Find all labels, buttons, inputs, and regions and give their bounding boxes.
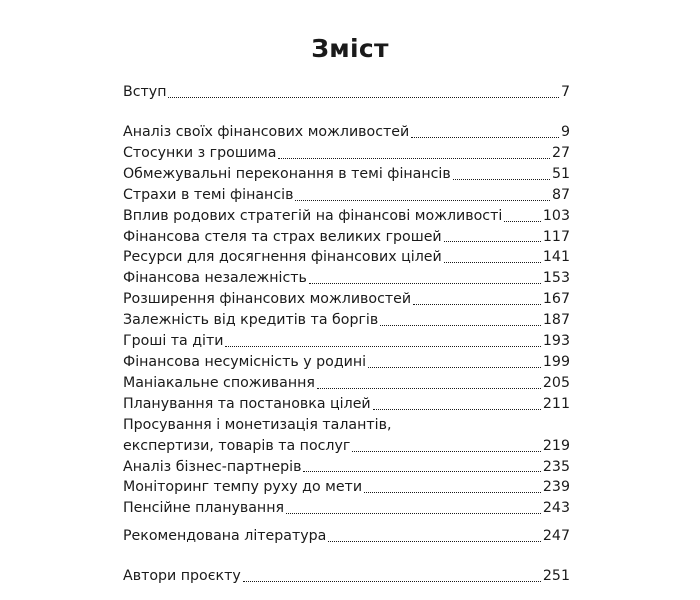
toc-entry-page: 153: [542, 270, 570, 287]
dot-leader: [444, 241, 541, 242]
toc-entry-label: Рекомендована література: [123, 528, 327, 544]
dot-leader: [168, 97, 558, 98]
toc-entry: [123, 436, 570, 457]
dot-leader: [295, 200, 550, 201]
toc-entry-page: 219: [542, 437, 570, 454]
toc-literature: [123, 526, 570, 547]
dot-leader: [278, 158, 550, 159]
toc-entry-label: Фінансова несумісність у родині: [123, 353, 367, 370]
toc-entry-label: Маніакальне споживання: [123, 374, 315, 391]
toc-chapters: [123, 122, 570, 519]
toc-entry-page: 205: [542, 374, 570, 391]
toc-entry-label: Обмежувальні переконання в темі фінансів: [123, 165, 451, 182]
toc-entry: [123, 206, 570, 227]
toc-entry-label: Планування та постановка цілей: [123, 395, 371, 412]
dot-leader: [504, 221, 541, 222]
toc-entry-page: 87: [551, 186, 570, 203]
toc-entry-label: Аналіз своїх фінансових можливостей: [123, 124, 410, 140]
toc-entry-label: Вступ: [123, 84, 167, 100]
dot-leader: [225, 346, 540, 347]
dot-leader: [368, 367, 541, 368]
dot-leader: [411, 137, 559, 138]
toc-entry-page: 187: [542, 312, 570, 329]
dot-leader: [243, 581, 541, 582]
toc-entry-page: 27: [551, 144, 570, 161]
dot-leader: [303, 471, 540, 472]
toc-entry-page: 141: [542, 249, 570, 266]
toc-authors: [123, 566, 570, 587]
toc-entry-multiline: [123, 415, 570, 457]
toc-entry: [123, 82, 570, 103]
toc-entry-label: Залежність від кредитів та боргів: [123, 312, 379, 329]
toc-entry-page: 211: [542, 395, 570, 412]
toc-entry: [123, 185, 570, 206]
toc-entry-label: Страхи в темі фінансів: [123, 186, 294, 203]
page-title: Зміст: [311, 34, 389, 63]
toc-entry: [123, 477, 570, 498]
toc-entry-page: 239: [542, 479, 570, 496]
toc-entry: [123, 394, 570, 415]
toc-entry: [123, 373, 570, 394]
toc-entry-page: 235: [542, 458, 570, 475]
toc-entry: [123, 164, 570, 185]
toc-entry: [123, 352, 570, 373]
toc-entry: [123, 498, 570, 519]
toc-entry-page: 193: [542, 333, 570, 350]
dot-leader: [453, 179, 550, 180]
toc-entry-page: 199: [542, 353, 570, 370]
toc-entry-label: Гроші та діти: [123, 333, 224, 350]
toc-entry: [123, 268, 570, 289]
toc-entry: [123, 457, 570, 478]
toc-entry-page: 9: [560, 124, 570, 140]
dot-leader: [380, 325, 541, 326]
toc-entry: [123, 143, 570, 164]
toc-entry: [123, 227, 570, 248]
toc-entry-page: 247: [542, 528, 570, 544]
toc-entry: [123, 289, 570, 310]
dot-leader: [364, 492, 541, 493]
toc-entry: [123, 526, 570, 547]
toc-entry: [123, 566, 570, 587]
toc-entry-page: 117: [542, 228, 570, 245]
dot-leader: [352, 451, 541, 452]
toc-intro: [123, 82, 570, 103]
dot-leader: [286, 513, 541, 514]
dot-leader: [413, 304, 541, 305]
dot-leader: [309, 283, 541, 284]
toc-entry-label-line1: Просування і монетизація талантів,: [123, 416, 392, 433]
dot-leader: [328, 541, 541, 542]
toc-entry-label: Стосунки з грошима: [123, 144, 277, 161]
toc-entry-label: експертизи, товарів та послуг: [123, 437, 351, 454]
toc-entry-page: 51: [551, 165, 570, 182]
toc-entry-label: Пенсійне планування: [123, 500, 285, 517]
toc-entry-label: Вплив родових стратегій на фінансові можливості: [123, 207, 503, 224]
dot-leader: [317, 388, 541, 389]
toc-entry-label: Автори проєкту: [123, 568, 241, 584]
toc-entry: [123, 247, 570, 268]
toc-entry-label: Ресурси для досягнення фінансових цілей: [123, 249, 442, 266]
toc-entry-page: 103: [542, 207, 570, 224]
toc-entry: [123, 122, 570, 143]
toc-entry-label: Фінансова стеля та страх великих грошей: [123, 228, 442, 245]
toc-entry-label: Моніторинг темпу руху до мети: [123, 479, 363, 496]
toc-entry-page: 251: [542, 568, 570, 584]
toc-entry-label: Фінансова незалежність: [123, 270, 307, 287]
toc-entry-label: Розширення фінансових можливостей: [123, 291, 412, 308]
toc-entry-page: 243: [542, 500, 570, 517]
toc-entry-page: 167: [542, 291, 570, 308]
toc-entry: [123, 310, 570, 331]
toc-entry-page: 7: [560, 84, 570, 100]
toc-entry: [123, 331, 570, 352]
toc-entry-label: Аналіз бізнес-партнерів: [123, 458, 302, 475]
dot-leader: [373, 409, 541, 410]
dot-leader: [444, 262, 541, 263]
